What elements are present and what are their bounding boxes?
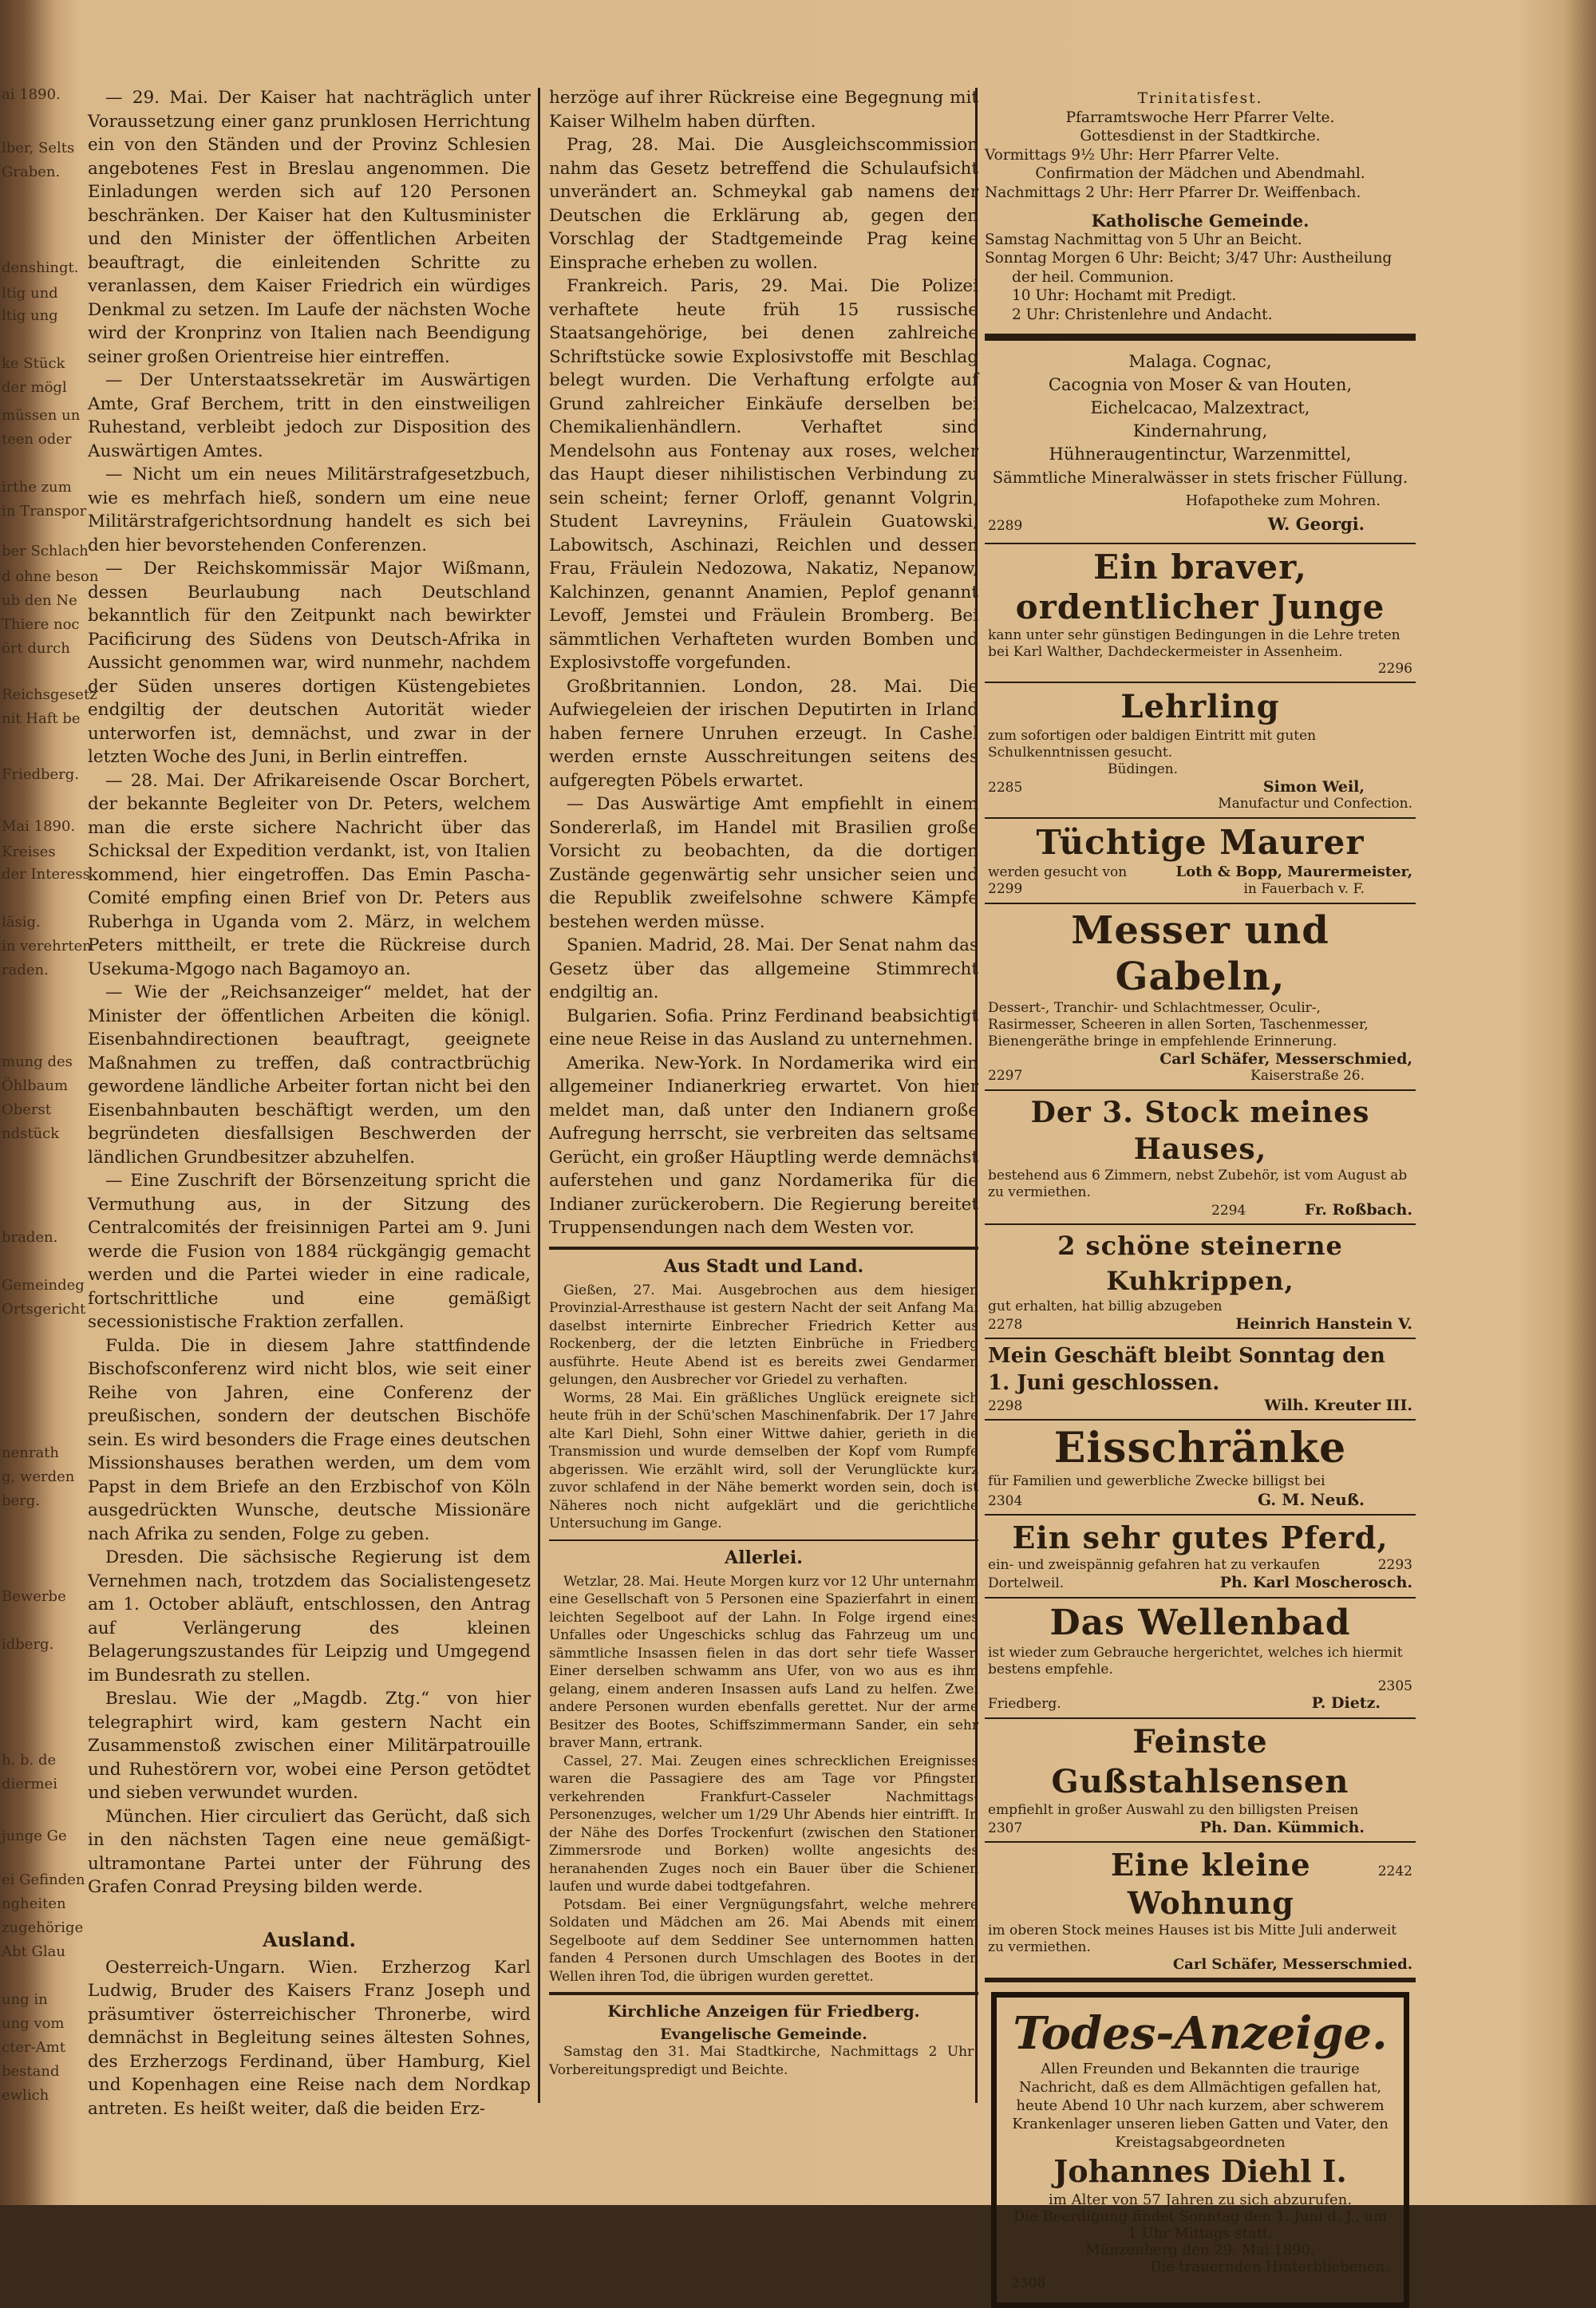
death-notice — [991, 1992, 1409, 2308]
ad-advertiser: Loth & Bopp, Maurermeister, — [1175, 864, 1412, 880]
strip-text-line: h. b. de — [2, 1752, 57, 1769]
ad-kuhkrippen — [985, 1225, 1416, 1339]
ad-number: 2298 — [988, 1398, 1023, 1414]
notice-date: Münzenberg den 29. Mai 1890. — [1085, 2242, 1315, 2259]
local-news: Gießen, 27. Mai. Ausgebrochen aus dem hiesigen Provinzial-Arresthause ist gestern Nacht der seit Anfang Mai daselbst internirte Einbrecher Friedrich Ketter aus Rockenberg, der die letzten Einbrüche in Friedberg ausführte. Heute Abend ist es bereits zwei Gendarmen gelungen, den Ausbrecher vor Griedel zu verhaften. — [549, 1282, 978, 1388]
article: Oesterreich-Ungarn. Wien. Erzherzog Karl Ludwig, Bruder des Kaisers Franz Joseph und präsumtiver österreichischer Thronerbe, wird demnächst in Begleitung seines ältesten Sohnes, des Erzherzogs Ferdinand, über Hamburg, Kiel und Kopenhagen eine Reise nach dem Nordkap antreten. Es heißt weiter, daß die beiden Erz- — [88, 1957, 531, 2119]
death-notice-text: im Alter von 57 Jahren zu sich abzurufen. — [1049, 2191, 1352, 2208]
church-line: Pfarramtswoche Herr Pfarrer Velte. — [1065, 109, 1335, 126]
strip-text-line: lber, Selts — [2, 140, 75, 156]
ad-number: 2307 — [988, 1820, 1023, 1836]
ad-line: Kindernahrung, — [1132, 421, 1268, 441]
misc-news: Cassel, 27. Mai. Zeugen eines schrecklichen Ereignisses waren die Passagiere des am Tage vor Pfingsten verkehrenden Frankfurt-Casseler Nachmittags-Personenzuges, welcher um 1/29 Uhr Abends hier eintrifft. In der Nähe des Dorfes Trockenfurt (zwischen den Stationen Zimmersrode und Borken) wollte angesichts des heranahenden Zuges noch ein Bauer über die Schienen laufen und wurde dabei todtgefahren. — [549, 1753, 978, 1895]
ad-advertiser: Simon Weil, — [1262, 778, 1365, 796]
section-heading-kirchlich: Kirchliche Anzeigen für Friedberg. — [607, 2002, 920, 2021]
ad-headline: Eine kleine Wohnung — [1111, 1847, 1311, 1921]
article: Dresden. Die sächsische Regierung ist dem Vernehmen nach, trotzdem das Socialistengesetz am 1. October abläuft, entschlossen, den Antrag auf Verlängerung des kleinen Belagerungszustandes für Leipzig und Umgegend im Bundesrath zu stellen. — [88, 1547, 531, 1686]
ad-advertiser: Ph. Karl Moscherosch. — [1219, 1574, 1412, 1591]
strip-text-line: d ohne beson — [2, 568, 99, 585]
ad-headline: Eisschränke — [1053, 1424, 1347, 1472]
strip-text-line: idberg. — [2, 1636, 54, 1653]
strip-text-line: braden. — [2, 1229, 58, 1246]
strip-text-line: Kreises — [2, 844, 56, 860]
ad-geschaeft-geschlossen — [985, 1339, 1416, 1421]
ad-eisschraenke — [985, 1421, 1416, 1516]
funeral-info: Die Beerdigung findet Sonntag den 1. Juni d. J., um 1 Uhr Mittags statt. — [1013, 2208, 1388, 2242]
ad-advertiser-line: Manufactur und Confection. — [1218, 796, 1412, 812]
ad-headline: Tüchtige Maurer — [1036, 823, 1365, 862]
ad-stock-haus — [985, 1091, 1416, 1225]
strip-text-line: Thiere noc — [2, 616, 80, 633]
ad-advertiser-line: Kaiserstraße 26. — [1250, 1068, 1365, 1084]
strip-text-line: irthe zum — [2, 479, 72, 496]
column-2 — [549, 86, 978, 2105]
strip-text-line: berg. — [2, 1492, 41, 1509]
ad-text: für Familien und gewerbliche Zwecke billigst bei — [988, 1473, 1325, 1489]
local-news: Worms, 28 Mai. Ein gräßliches Unglück ereignete sich heute früh in der Schü'schen Maschinenfabrik. Der 17 Jahre alte Karl Diehl, Sohn einer Wittwe dahier, gerieth in die Transmission und wurde demselben der Kopf vom Rumpfe abgerissen. Wie erzählt wird, soll der Verunglückte kurz zuvor schlafend in der Nähe bemerkt worden sein, doch ist Näheres noch nicht aufgeklärt und die gerichtliche Untersuchung im Gange. — [549, 1389, 978, 1531]
ad-advertiser: Carl Schäfer, Messerschmied, — [1159, 1050, 1412, 1068]
strip-text-line: ub den Ne — [2, 592, 77, 609]
church-line: 2 Uhr: Christenlehre und Andacht. — [1012, 306, 1273, 323]
church-notices — [985, 89, 1416, 324]
ad-number: 2296 — [1377, 661, 1412, 677]
church-line: 10 Uhr: Hochamt mit Predigt. — [1012, 287, 1237, 304]
strip-text-line: Oberst — [2, 1101, 52, 1118]
ad-headline: Das Wellenbad — [1049, 1603, 1351, 1643]
strip-text-line: nit Haft be — [2, 710, 81, 727]
ad-headline: Messer und Gabeln, — [1071, 908, 1329, 999]
strip-text-line: junge Ge — [2, 1828, 67, 1844]
ad-place: Büdingen. — [1108, 761, 1179, 777]
section-divider — [549, 1539, 978, 1541]
ad-number: 2293 — [1377, 1557, 1412, 1573]
strip-text-line: der Interess — [2, 866, 90, 883]
strip-text-line: Abt Glau — [2, 1943, 65, 1960]
ad-lehrling — [985, 683, 1416, 819]
strip-text-line: bestand — [2, 2063, 60, 2080]
strip-text-line: Mai 1890. — [2, 818, 76, 835]
ad-place: Friedberg. — [988, 1696, 1061, 1712]
ad-line: Eichelcacao, Malzextract, — [1090, 398, 1310, 417]
strip-text-line: Bewerbe — [2, 1588, 66, 1605]
misc-news: Potsdam. Bei einer Vergnügungsfahrt, welche mehrere Soldaten und Mädchen am 26. Mai Abends mit einem Segelboote auf dem Seddiner See unternommen hatten, fanden 4 Personen durch Umschlagen des Bootes in den Wellen ihren Tod, die übrigen wurden gerettet. — [549, 1896, 978, 1985]
article: Amerika. New-York. In Nordamerika wird ein allgemeiner Indianerkrieg erwartet. Von hier meldet man, daß unter den Indianern große Aufregung herrscht, sie verbreiten das seltsame Gerücht, ein großer Häuptling werde demnächst auferstehen und ganz Nordamerika für die Indianer zurückerobern. Die Regierung bereitet Truppensendungen nach dem Westen vor. — [549, 1053, 978, 1238]
ad-advertiser-line: in Fauerbach v. F. — [1243, 881, 1365, 897]
ad-headline: 2 schöne steinerne Kuhkrippen, — [1057, 1231, 1343, 1296]
ad-place: Dortelweil. — [988, 1575, 1065, 1591]
strip-text-line: ewlich — [2, 2087, 49, 2104]
ad-wohnung — [985, 1843, 1416, 1982]
strip-text-line: Reichsgesetz — [2, 686, 97, 703]
article: — Der Unterstaatssekretär im Auswärtigen Amte, Graf Berchem, tritt in den einstweiligen Ruhestand, verbleibt jedoch zur Disposition des Auswärtigen Amtes. — [88, 370, 531, 461]
column-1 — [88, 86, 531, 2119]
section-divider — [549, 1992, 978, 1995]
ad-headline: Mein Geschäft bleibt Sonntag den 1. Juni geschlossen. — [988, 1344, 1385, 1395]
article: — Das Auswärtige Amt empfiehlt in einem Sondererlaß, im Handel mit Brasilien große Vorsicht zu beobachten, da die dortigen Zustände gegenwärtig sehr unsicher seien und die Republik zweifelsohne schwere Kämpfe bestehen werden müsse. — [549, 794, 978, 932]
strip-text-line: Öhlbaum — [2, 1077, 69, 1094]
strip-text-line: ber Schlach — [2, 543, 89, 559]
strip-text-line: ltig ung — [2, 307, 58, 324]
strip-text-line: zugehörige — [2, 1919, 84, 1936]
ad-text: im oberen Stock meines Hauses ist bis Mitte Juli anderweit zu vermiethen. — [988, 1923, 1397, 1955]
strip-text-line: ndstück — [2, 1125, 60, 1142]
church-line: Samstag Nachmittag von 5 Uhr an Beicht. — [985, 231, 1302, 248]
article: — 28. Mai. Der Afrikareisende Oscar Borchert, der bekannte Begleiter von Dr. Peters, welchem man die erste sichere Nachricht über das Schicksal der Expedition verdankt, ist, von Italien kommend, hier eingetroffen. Das Emin Pascha-Comité empfing einen Brief von Dr. Peters aus Ruberhga in Uganda vom 2. März, in welchem Peters mittheilt, er trete die Rückreise durch Usekuma-Mgogo nach Bagamoyo an. — [88, 770, 531, 979]
article: herzöge auf ihrer Rückreise eine Begegnung mit Kaiser Wilhelm haben dürften. — [549, 88, 978, 132]
ad-headline: Ein braver, ordentlicher Junge — [1015, 547, 1385, 626]
ad-line: Malaga. Cognac, — [1128, 352, 1272, 371]
ad-wellenbad — [985, 1599, 1416, 1719]
ad-advertiser: Wilh. Kreuter III. — [1264, 1397, 1412, 1414]
notice-signature: Die trauernden Hinterbliebenen. — [1149, 2259, 1389, 2275]
church-notice: Samstag den 31. Mai Stadtkirche, Nachmittags 2 Uhr: Vorbereitungspredigt und Beichte. — [549, 2044, 978, 2078]
ad-line: Cacognia von Moser & van Houten, — [1048, 375, 1353, 394]
ad-advertiser: P. Dietz. — [1311, 1694, 1381, 1712]
ad-number: 2294 — [1211, 1203, 1246, 1219]
strip-text-line: g, werden — [2, 1468, 75, 1485]
ad-headline: Ein sehr gutes Pferd, — [1012, 1520, 1389, 1555]
strip-text-line: diermei — [2, 1776, 58, 1792]
ad-pferd — [985, 1516, 1416, 1599]
church-line: Trinitatisfest. — [1137, 90, 1263, 107]
ad-line: Sämmtliche Mineralwässer in stets frischer Füllung. — [992, 468, 1408, 487]
ad-headline: Feinste Gußstahlsensen — [1051, 1723, 1349, 1800]
ad-number: 2308 — [1011, 2275, 1046, 2291]
ad-advertiser: G. M. Neuß. — [1257, 1490, 1365, 1509]
strip-text-line: ört durch — [2, 640, 70, 657]
death-notice-text: Allen Freunden und Bekannten die traurige Nachricht, daß es dem Allmächtigen gefallen hat, heute Abend 10 Uhr nach kurzem, aber schwerem Krankenlager unseren lieben Gatten und Vater, den Kreistagsabgeordneten — [1012, 2061, 1389, 2151]
strip-text-line: teen oder — [2, 431, 72, 448]
ad-advertiser: Heinrich Hanstein V. — [1235, 1315, 1412, 1333]
ad-text: zum sofortigen oder baldigen Eintritt mit guten Schulkenntnissen gesucht. — [988, 728, 1317, 761]
ad-headline: Der 3. Stock meines Hauses, — [1030, 1096, 1370, 1166]
strip-text-line: der mögl — [2, 379, 67, 396]
ad-advertiser: Fr. Roßbach. — [1304, 1201, 1412, 1219]
ad-pharmacy — [985, 347, 1416, 544]
strip-text-line: mung des — [2, 1053, 73, 1070]
section-divider — [985, 334, 1416, 341]
article: — Wie der „Reichsanzeiger“ meldet, hat der Minister der öffentlichen Arbeiten die königl. Eisenbahndirectionen beauftragt, geeignete Maßnahmen zu treffen, daß contractbrüchig gewordene ländliche Arbeiter fortan nicht bei den Eisenbahnbauten beschäftigt werden, um den begründeten diesfallsigen Beschwerden der ländlichen Grundbesitzer abzuhelfen. — [88, 982, 531, 1168]
ad-maurer — [985, 819, 1416, 904]
strip-text-line: Ortsgericht — [2, 1301, 86, 1318]
strip-text-line: in verehrten — [2, 938, 92, 954]
strip-text-line: ltig und — [2, 285, 58, 302]
ad-messer-gabeln — [985, 904, 1416, 1091]
ad-subline: Hofapotheke zum Mohren. — [1185, 492, 1381, 509]
ad-apprentice-roofer — [985, 544, 1416, 683]
ad-text: ein- und zweispännig gefahren hat zu verkaufen — [988, 1557, 1321, 1573]
strip-text-line: denshingt. — [2, 259, 79, 276]
section-heading-ausland: Ausland. — [263, 1927, 356, 1951]
article: — Der Reichskommissär Major Wißmann, dessen Beurlaubung nach Deutschland bekanntlich für den Zeitpunkt nach bewirkter Pacificirung des Südens von Deutsch-Afrika in Aussicht genommen war, wird nunmehr, nachdem der Süden unseres dortigen Küstengebietes endgiltig der deutschen Autorität wieder unterworfen ist, demnächst, und zwar in der letzten Woche des Juni, in Berlin eintreffen. — [88, 559, 531, 767]
strip-text-line: ung in — [2, 1991, 48, 2008]
church-line: Confirmation der Mädchen und Abendmahl. — [1035, 165, 1365, 182]
adjacent-page-strip — [0, 48, 99, 2171]
church-line: Nachmittags 2 Uhr: Herr Pfarrer Dr. Weiffenbach. — [985, 184, 1361, 201]
strip-text-line: ung vom — [2, 2015, 65, 2032]
strip-text-line: ke Stück — [2, 355, 65, 372]
church-line: der heil. Communion. — [1012, 268, 1175, 286]
strip-text-line: raden. — [2, 962, 49, 978]
ad-number: 2278 — [988, 1317, 1023, 1333]
ad-number: 2305 — [1377, 1678, 1412, 1694]
ad-text: ist wieder zum Gebrauche hergerichtet, welches ich hiermit bestens empfehle. — [988, 1645, 1403, 1678]
church-line: Gottesdienst in der Stadtkirche. — [1080, 128, 1321, 144]
article: — Eine Zuschrift der Börsenzeitung spricht die Vermuthung aus, in der Sitzung des Centralcomités der freisinnigen Partei am 9. Juni werde die Fusion von 1884 rückgängig gemacht werden und die Partei wieder in eine radicale, fortschrittliche und eine gemäßigt secessionistische Fraktion zerfallen. — [88, 1171, 531, 1332]
strip-text-line: cter-Amt — [2, 2039, 65, 2056]
church-line: Vormittags 9½ Uhr: Herr Pfarrer Velte. — [985, 146, 1280, 164]
ad-text: bestehend aus 6 Zimmern, nebst Zubehör, ist vom August ab zu vermiethen. — [988, 1168, 1408, 1200]
congregation-heading: Evangelische Gemeinde. — [660, 2025, 867, 2043]
strip-text-line: ei Gefinden — [2, 1871, 85, 1888]
article: Fulda. Die in diesem Jahre stattfindende Bischofsconferenz wird nicht blos, wie seit einer Reihe von Jahren, eine Conferenz der preußischen, sondern der deutschen Bischöfe sein. Es wird besonders die Frage eines deutschen Missionshauses berathen werden, um dem vom Papst in dem Briefe an den Erzbischof von Köln ausgedrückten Wunsche, deutsche Missionäre nach Afrika zu senden, Folge zu geben. — [88, 1335, 531, 1544]
article: Frankreich. Paris, 29. Mai. Die Polizei verhaftete heute früh 15 russische Staatsangehörige, bei denen zahlreiche Schriftstücke sowie Explosivstoffe mit Beschlag belegt wurden. Die Verhaftung erfolgte auf Grund zahlreicher Einkäufe derselben bei Chemikalienhändlern. Verhaftet sind Mendelsohn aus Fontenay aux roses, welcher das Haupt dieser nihilistischen Verbindung zu sein scheint; ferner Orloff, genannt Volgrin, Student Lavreynins, Fräulein Guatowski, Labowitsch, Aschinazi, Reichlen und dessen Frau, Fräulein Nedozowa, Nakatiz, Nepanow, Kalchinzen, genannt Anamien, Peplof genannt Levoff, Jemstei und Fräulein Bromberg. Bei sämmtlichen Verhafteten wurden Bomben und Explosivstoffe vorgefunden. — [549, 276, 978, 673]
deceased-name: Johannes Diehl I. — [1053, 2153, 1347, 2189]
article: Prag, 28. Mai. Die Ausgleichscommission nahm das Gesetz betreffend die Schulaufsicht unverändert an. Schmeykal gab namens der Deutschen die Erklärung ab, gegen den Vorschlag der Stadtgemeinde Prag keine Einsprache erheben zu wollen. — [549, 135, 978, 273]
article: Bulgarien. Sofia. Prinz Ferdinand beabsichtigt eine neue Reise in das Ausland zu unternehmen. — [549, 1006, 978, 1049]
death-notice-title: Todes-Anzeige. — [1013, 2007, 1388, 2060]
ad-text: gut erhalten, hat billig abzugeben — [988, 1298, 1223, 1314]
ad-text: kann unter sehr günstigen Bedingungen in die Lehre treten bei Karl Walther, Dachdeckermeister in Assenheim. — [988, 627, 1400, 660]
ad-text: werden gesucht von — [988, 864, 1128, 880]
article: — 29. Mai. Der Kaiser hat nachträglich unter Voraussetzung einer ganz prunklosen Herrichtung ein von den Ständen und der Provinz Schlesien angebotenes Fest in Breslau angenommen. Die Einladungen werden sich auf 120 Personen beschränken. Der Kaiser hat den Kultusminister und den Minister der öffentlichen Arbeiten beauftragt, die einleitenden Schritte zu veranlassen, dem Kaiser Friedrich ein würdiges Denkmal zu setzen. Im Laufe der nächsten Woche wird der Kronprinz von Italien nach Beendigung seiner großen Orientreise hier eintreffen. — [88, 88, 531, 367]
column-3 — [985, 89, 1416, 2291]
misc-news: Wetzlar, 28. Mai. Heute Morgen kurz vor 12 Uhr unternahm eine Gesellschaft von 5 Personen eine Spazierfahrt in einem leichten Segelboot auf der Lahn. In Folge irgend eines Unfalles oder Ungeschicks schlug das Fahrzeug um und sämmtliche Insassen fielen in das dort sehr tiefe Wasser. Einer derselben schwamm ans Ufer, von wo aus es ihm gelang, einem anderen Insassen aufs Land zu helfen. Zwei andere Personen wurden ebenfalls gerettet. Nur der arme Besitzer des Bootes, Schiffszimmermann Sander, ein sehr braver Mann, ertrank. — [549, 1573, 979, 1751]
ad-advertiser: W. Georgi. — [1267, 514, 1365, 534]
ad-number: 2297 — [988, 1068, 1023, 1084]
strip-text-line: Friedberg. — [2, 766, 80, 783]
ad-number: 2242 — [1377, 1863, 1412, 1879]
article: — Nicht um ein neues Militärstrafgesetzbuch, wie es mehrfach hieß, sondern um eine neue Militärstrafgerichtsordnung handelt es sich bei den hier bevorstehenden Conferenzen. — [88, 464, 531, 555]
ad-advertiser: Ph. Dan. Kümmich. — [1199, 1819, 1365, 1836]
section-heading-stadt: Aus Stadt und Land. — [663, 1255, 864, 1277]
strip-text-line: ai 1890. — [2, 86, 61, 103]
ad-number: 2285 — [988, 780, 1023, 796]
strip-text-line: müssen un — [2, 407, 81, 424]
church-line: Sonntag Morgen 6 Uhr: Beicht; 3/47 Uhr: Austheilung — [985, 250, 1393, 267]
ad-line: Hühneraugentinctur, Warzenmittel, — [1049, 445, 1352, 464]
section-heading-allerlei: Allerlei. — [725, 1547, 803, 1568]
strip-text-line: läsig. — [2, 914, 41, 931]
strip-text-line: Graben. — [2, 164, 61, 180]
strip-text-line: in Transpor — [2, 503, 87, 520]
ad-text: empfiehlt in großer Auswahl zu den billigsten Preisen — [988, 1802, 1359, 1818]
strip-text-line: nenrath — [2, 1444, 59, 1461]
ad-number: 2304 — [988, 1493, 1023, 1509]
article: Spanien. Madrid, 28. Mai. Der Senat nahm das Gesetz über das allgemeine Stimmrecht endgiltig an. — [549, 935, 978, 1002]
column-rule — [538, 88, 540, 2103]
article: München. Hier circuliert das Gerücht, daß sich in den nächsten Tagen eine neue gemäßigt-ultramontane Partei unter der Führung des Grafen Conrad Preysing bilden werde. — [88, 1806, 531, 1897]
ad-advertiser: Carl Schäfer, Messerschmied. — [1172, 1956, 1412, 1973]
ad-sensen — [985, 1719, 1416, 1843]
strip-text-line: Gemeindeg — [2, 1277, 85, 1294]
article: Großbritannien. London, 28. Mai. Die Aufwiegeleien der irischen Deputirten in Irland haben fernere Unruhen erzeugt. In Cashel werden ernste Ausschreitungen seitens des aufgeregten Pöbels erwartet. — [549, 676, 978, 791]
ad-number: 2289 — [988, 518, 1023, 534]
article: Breslau. Wie der „Magdb. Ztg.“ von hier telegraphirt wird, kam gestern Nacht ein Zusammenstoß zwischen einer Militärpatrouille und Ruhestörern vor, wobei eine Person getödtet und sieben verwundet wurden. — [88, 1689, 531, 1803]
ad-text: Dessert-, Tranchir- und Schlachtmesser, Oculir-, Rasirmesser, Scheeren in allen Sorten, Taschenmesser, Bienengeräthe bringe in empfehlende Erinnerung. — [988, 1000, 1369, 1049]
strip-text-line: ngheiten — [2, 1895, 66, 1912]
catholic-heading: Katholische Gemeinde. — [1091, 211, 1310, 231]
ad-headline: Lehrling — [1120, 688, 1280, 725]
ad-number: 2299 — [988, 881, 1023, 897]
section-divider — [549, 1247, 978, 1250]
